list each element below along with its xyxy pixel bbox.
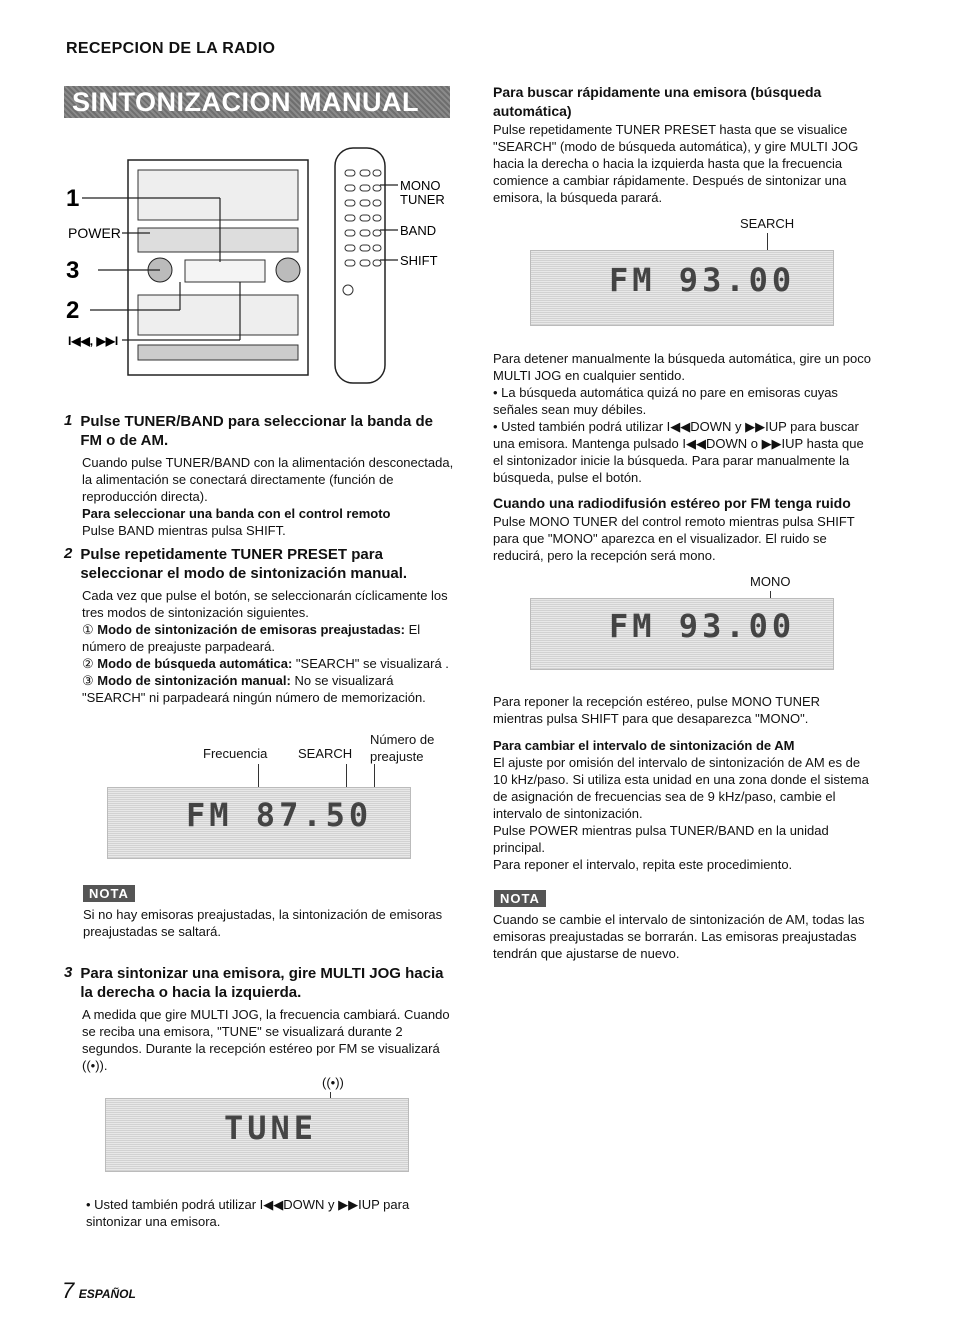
- device-illustration: [60, 140, 460, 390]
- mode-mark: ③: [82, 673, 94, 688]
- step-number: 1: [64, 412, 73, 429]
- mode-label: Modo de búsqueda automática:: [97, 656, 293, 671]
- mono-after: Para reponer la recepción estéreo, pulse MONO TUNER mientras pulsa SHIFT para que desaparezca "MONO".: [493, 694, 821, 726]
- auto-bullet-1: • La búsqueda automática quizá no pare en emisoras cuyas señales sean muy débiles.: [493, 385, 838, 417]
- mono-label: MONO: [750, 574, 791, 589]
- callout-1: 1: [66, 185, 80, 212]
- stereo-label: ((•)): [322, 1075, 344, 1090]
- label-preset: Número de preajuste: [370, 732, 435, 764]
- mode-3: [82, 672, 454, 706]
- am-heading: Para cambiar el intervalo de sintonización de AM: [493, 738, 795, 753]
- lcd-display-manual: [107, 787, 411, 859]
- mode-text: "SEARCH" se visualizará .: [295, 656, 449, 671]
- lcd-display-search: [530, 250, 834, 326]
- search-label: SEARCH: [740, 216, 795, 231]
- mode-mark: ①: [82, 622, 94, 637]
- lcd-text: FM 93.00: [609, 607, 796, 645]
- mode-text: No se visualizará "SEARCH" ni parpadeará ningún número de memorización.: [82, 673, 426, 705]
- step-body: Cada vez que pulse el botón, se seleccionarán cíclicamente los tres modos de sintonización siguientes.: [82, 588, 448, 620]
- page-footer: [62, 1278, 136, 1304]
- step-heading: Para sintonizar una emisora, gire MULTI JOG hacia la derecha o hacia la izquierda.: [80, 965, 444, 1001]
- language-label: ESPAÑOL: [78, 1287, 136, 1301]
- step-1: [64, 412, 454, 539]
- section-title: RECEPCION DE LA RADIO: [66, 40, 276, 57]
- mode-2: [82, 655, 454, 672]
- callout-shift: SHIFT: [400, 253, 438, 268]
- auto-body: Pulse repetidamente TUNER PRESET hasta que se visualice "SEARCH" (modo de búsqueda automática), y gire MULTI JOG hacia la derecha o hacia la izquierda hasta que la frecuencia comience a cambiar rápidamente. Después de sintonizar una emisora, la búsqueda parará.: [493, 122, 859, 205]
- callout-skip: I◀◀, ▶▶I: [68, 334, 119, 348]
- am-body2: Pulse POWER mientras pulsa TUNER/BAND en la unidad principal.: [493, 823, 829, 855]
- mono-section: [493, 494, 873, 564]
- mono-heading: Cuando una radiodifusión estéreo por FM tenga ruido: [493, 495, 851, 511]
- mode-text: El número de preajuste parpadeará.: [82, 622, 421, 654]
- auto-after: [493, 350, 873, 486]
- callout-2: 2: [66, 297, 80, 324]
- mode-1: [82, 621, 454, 655]
- label-search: SEARCH: [298, 746, 353, 761]
- mono-body: Pulse MONO TUNER del control remoto mientras pulsa SHIFT para que "MONO" aparezca en el visualizador. El ruido se reducirá, pero la recepción será mono.: [493, 514, 855, 563]
- lcd-display-mono: [530, 598, 834, 670]
- mode-mark: ②: [82, 656, 94, 671]
- page-banner: SINTONIZACION MANUAL: [64, 86, 450, 118]
- am-body: El ajuste por omisión del intervalo de sintonización de AM es de 10 kHz/paso. Si utiliza esta unidad en una zona donde el sistema de asignación de frecuencias sea de 9 kHz/paso, cambie el intervalo de sintonización.: [493, 755, 869, 821]
- step3-bullet: • Usted también podrá utilizar I◀◀DOWN y ▶▶IUP para sintonizar una emisora.: [86, 1197, 410, 1229]
- callout-mono: MONO: [400, 178, 441, 193]
- step-3: [64, 964, 454, 1074]
- lcd-text: FM 87.50: [186, 796, 373, 834]
- page-number: 7: [62, 1278, 75, 1303]
- step-number: 3: [64, 964, 73, 981]
- nota-badge: NOTA: [83, 885, 135, 902]
- auto-heading: Para buscar rápidamente una emisora (búsqueda automática): [493, 84, 822, 119]
- step-number: 2: [64, 545, 73, 562]
- nota-badge: NOTA: [494, 890, 546, 907]
- auto-after-text: Para detener manualmente la búsqueda automática, gire un poco MULTI JOG en cualquier sentido.: [493, 351, 871, 383]
- callout-3: 3: [66, 257, 80, 284]
- lcd-text: TUNE: [224, 1109, 318, 1147]
- callout-band: BAND: [400, 223, 437, 238]
- step-body: A medida que gire MULTI JOG, la frecuencia cambiará. Cuando se reciba una emisora, "TUNE" se visualizará durante 2 segundos. Durante la recepción estéreo por FM se visualizará ((•)).: [82, 1007, 450, 1073]
- step-heading: Pulse repetidamente TUNER PRESET para seleccionar el modo de sintonización manual.: [80, 546, 408, 582]
- step-heading: Pulse TUNER/BAND para seleccionar la banda de FM o de AM.: [80, 413, 433, 449]
- label-frecuencia: Frecuencia: [203, 746, 268, 761]
- lcd-text: FM 93.00: [609, 261, 796, 299]
- nota-text: Cuando se cambie el intervalo de sintonización de AM, todas las emisoras preajustadas se borrarán. Las emisoras preajustadas tendrán que ajustarse de nuevo.: [493, 912, 865, 961]
- lcd-display-tune: [105, 1098, 409, 1172]
- callout-power: POWER: [68, 225, 121, 241]
- auto-bullet-2: • Usted también podrá utilizar I◀◀DOWN y ▶▶IUP para buscar una emisora. Mantenga pulsado I◀◀DOWN o ▶▶IUP hasta que el sintonizador inicie la búsqueda. Para parar manualmente la búsqueda, pulse el botón.: [493, 419, 864, 485]
- am-body3: Para reponer el intervalo, repita este procedimiento.: [493, 857, 793, 872]
- step-2: [64, 545, 454, 706]
- nota-text: Si no hay emisoras preajustadas, la sintonización de emisoras preajustadas se saltará.: [83, 907, 443, 939]
- mode-label: Modo de sintonización manual:: [97, 673, 291, 688]
- sub-body: Pulse BAND mientras pulsa SHIFT.: [82, 523, 286, 538]
- mode-label: Modo de sintonización de emisoras preajustadas:: [97, 622, 406, 637]
- callout-tuner: TUNER: [400, 192, 445, 207]
- sub-heading: Para seleccionar una banda con el control remoto: [82, 506, 391, 521]
- am-section: [493, 737, 873, 873]
- step-body: Cuando pulse TUNER/BAND con la alimentación desconectada, la alimentación se conectará directamente (función de reproducción directa).: [82, 455, 454, 504]
- auto-search-section: [493, 83, 873, 206]
